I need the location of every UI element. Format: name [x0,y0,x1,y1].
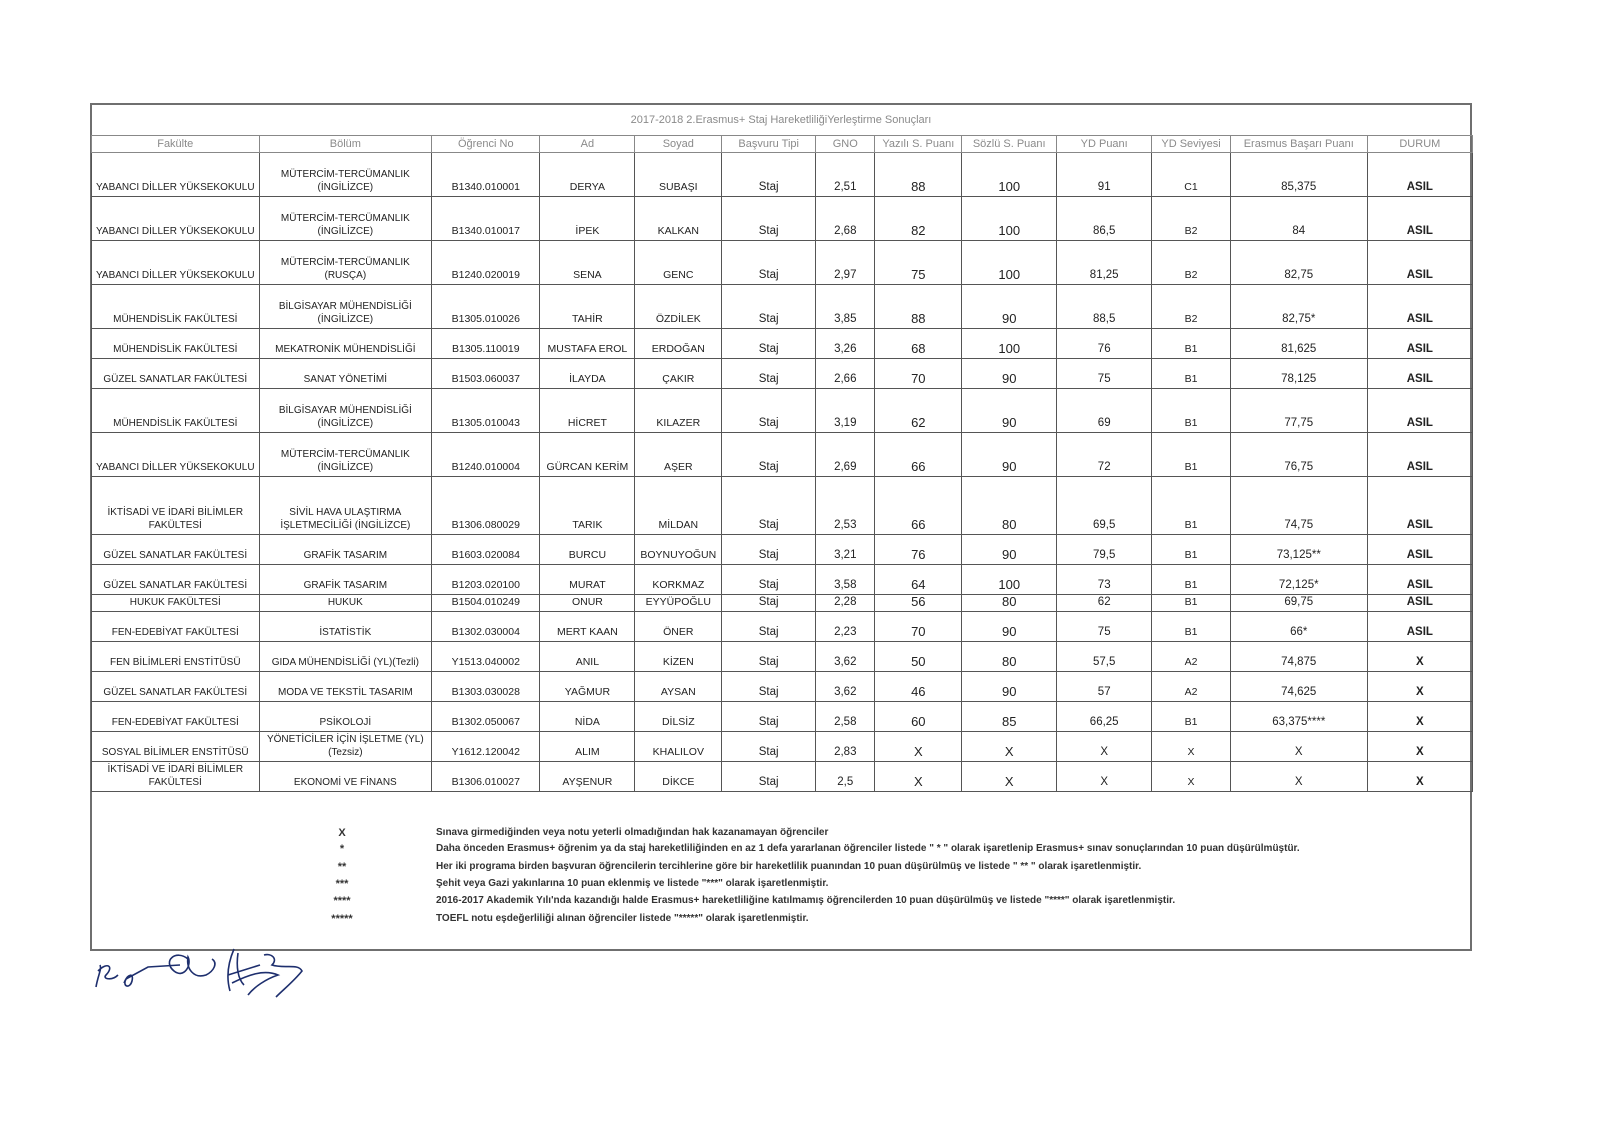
cell-bolum: GRAFİK TASARIM [259,535,432,565]
col-header-yazili: Yazılı S. Puanı [875,136,962,153]
cell-durum: ASIL [1367,433,1472,477]
cell-erasmus-puani: 74,625 [1230,672,1367,702]
legend [92,821,1470,947]
cell-gno: 2,53 [816,477,875,535]
cell-yd-puani: X [1057,732,1152,762]
cell-basvuru-tipi: Staj [722,565,816,595]
cell-sozlu-puan: 90 [962,389,1057,433]
cell-ogrenci-no: B1306.010027 [432,762,540,792]
cell-gno: 3,19 [816,389,875,433]
cell-yazili-puan: 82 [875,197,962,241]
cell-basvuru-tipi: Staj [722,329,816,359]
cell-fakulte: İKTİSADİ VE İDARİ BİLİMLER FAKÜLTESİ [92,762,260,792]
cell-soyad: SUBAŞI [635,153,722,197]
cell-sozlu-puan: X [962,732,1057,762]
cell-fakulte: MÜHENDİSLİK FAKÜLTESİ [92,329,260,359]
cell-ogrenci-no: Y1612.120042 [432,732,540,762]
cell-fakulte: MÜHENDİSLİK FAKÜLTESİ [92,389,260,433]
cell-ad: AYŞENUR [540,762,635,792]
cell-sozlu-puan: 100 [962,197,1057,241]
cell-yd-puani: 88,5 [1057,285,1152,329]
cell-gno: 2,5 [816,762,875,792]
cell-yd-seviyesi: B1 [1152,359,1231,389]
cell-ogrenci-no: Y1513.040002 [432,642,540,672]
legend-symbol: *** [335,878,349,890]
cell-yd-seviyesi: B1 [1152,389,1231,433]
cell-fakulte: İKTİSADİ VE İDARİ BİLİMLER FAKÜLTESİ [92,477,260,535]
results-table [91,135,1473,792]
cell-gno: 2,97 [816,241,875,285]
cell-yd-puani: X [1057,762,1152,792]
cell-ogrenci-no: B1305.110019 [432,329,540,359]
cell-yd-seviyesi: B1 [1152,595,1231,612]
cell-sozlu-puan: 100 [962,153,1057,197]
cell-soyad: DİKCE [635,762,722,792]
cell-gno: 2,69 [816,433,875,477]
table-row [92,565,1473,595]
cell-yazili-puan: X [875,732,962,762]
cell-durum: ASIL [1367,565,1472,595]
cell-soyad: KALKAN [635,197,722,241]
cell-fakulte: HUKUK FAKÜLTESİ [92,595,260,612]
cell-fakulte: GÜZEL SANATLAR FAKÜLTESİ [92,535,260,565]
cell-yazili-puan: 46 [875,672,962,702]
cell-basvuru-tipi: Staj [722,535,816,565]
cell-sozlu-puan: 80 [962,477,1057,535]
table-row [92,642,1473,672]
cell-yd-seviyesi: A2 [1152,672,1231,702]
cell-ad: HİCRET [540,389,635,433]
table-row [92,612,1473,642]
results-sheet [90,103,1472,951]
cell-yd-puani: 79,5 [1057,535,1152,565]
table-header-row [92,136,1473,153]
cell-soyad: KORKMAZ [635,565,722,595]
cell-bolum: HUKUK [259,595,432,612]
cell-soyad: KILAZER [635,389,722,433]
cell-durum: X [1367,702,1472,732]
legend-symbol: * [339,843,345,855]
table-row [92,433,1473,477]
cell-bolum: YÖNETİCİLER İÇİN İŞLETME (YL)(Tezsiz) [259,732,432,762]
cell-bolum: MÜTERCİM-TERCÜMANLIK (RUSÇA) [259,241,432,285]
cell-ad: YAĞMUR [540,672,635,702]
legend-symbol: **** [333,895,351,907]
cell-fakulte: SOSYAL BİLİMLER ENSTİTÜSÜ [92,732,260,762]
col-header-sozlu: Sözlü S. Puanı [962,136,1057,153]
cell-yazili-puan: 62 [875,389,962,433]
cell-ad: İPEK [540,197,635,241]
cell-fakulte: YABANCI DİLLER YÜKSEKOKULU [92,153,260,197]
table-row [92,702,1473,732]
cell-yd-seviyesi: B2 [1152,285,1231,329]
cell-ad: GÜRCAN KERİM [540,433,635,477]
cell-yd-puani: 66,25 [1057,702,1152,732]
cell-ad: TAHİR [540,285,635,329]
cell-erasmus-puani: 69,75 [1230,595,1367,612]
cell-basvuru-tipi: Staj [722,359,816,389]
cell-yd-seviyesi: B1 [1152,329,1231,359]
cell-fakulte: YABANCI DİLLER YÜKSEKOKULU [92,433,260,477]
col-header-yd-seviyesi: YD Seviyesi [1152,136,1231,153]
col-header-ad: Ad [540,136,635,153]
cell-sozlu-puan: 90 [962,612,1057,642]
cell-erasmus-puani: 72,125* [1230,565,1367,595]
cell-fakulte: FEN-EDEBİYAT FAKÜLTESİ [92,612,260,642]
cell-fakulte: FEN BİLİMLERİ ENSTİTÜSÜ [92,642,260,672]
cell-bolum: MÜTERCİM-TERCÜMANLIK (İNGİLİZCE) [259,197,432,241]
cell-ogrenci-no: B1340.010001 [432,153,540,197]
cell-sozlu-puan: 100 [962,241,1057,285]
cell-yd-seviyesi: B1 [1152,433,1231,477]
cell-erasmus-puani: X [1230,762,1367,792]
cell-durum: ASIL [1367,285,1472,329]
cell-basvuru-tipi: Staj [722,197,816,241]
cell-erasmus-puani: 73,125** [1230,535,1367,565]
cell-ogrenci-no: B1504.010249 [432,595,540,612]
legend-text: TOEFL notu eşdeğerliliği alınan öğrenciler listede "*****" olarak işaretlenmiştir. [436,913,809,924]
cell-durum: ASIL [1367,359,1472,389]
col-header-durum: DURUM [1367,136,1472,153]
cell-soyad: ÖNER [635,612,722,642]
cell-yd-puani: 57 [1057,672,1152,702]
cell-sozlu-puan: 100 [962,565,1057,595]
cell-yd-puani: 86,5 [1057,197,1152,241]
cell-ogrenci-no: B1340.010017 [432,197,540,241]
col-header-gno: GNO [816,136,875,153]
cell-gno: 2,58 [816,702,875,732]
cell-ad: ONUR [540,595,635,612]
cell-sozlu-puan: 90 [962,285,1057,329]
cell-ad: MERT KAAN [540,612,635,642]
cell-fakulte: GÜZEL SANATLAR FAKÜLTESİ [92,565,260,595]
legend-text: Daha önceden Erasmus+ öğrenim ya da staj hareketliliğinden en az 1 defa yararlanan öğrenciler listede " * " olarak işaretlenip Erasmus+ sınav sonuçlarından 10 puan düşürülmüştür. [436,843,1300,854]
cell-erasmus-puani: 77,75 [1230,389,1367,433]
cell-yd-puani: 81,25 [1057,241,1152,285]
cell-yazili-puan: 76 [875,535,962,565]
cell-bolum: EKONOMİ VE FİNANS [259,762,432,792]
cell-erasmus-puani: 74,875 [1230,642,1367,672]
cell-ad: MURAT [540,565,635,595]
cell-yazili-puan: 88 [875,153,962,197]
cell-gno: 2,28 [816,595,875,612]
cell-yd-seviyesi: B1 [1152,477,1231,535]
cell-erasmus-puani: 74,75 [1230,477,1367,535]
cell-ogrenci-no: B1305.010043 [432,389,540,433]
cell-bolum: GRAFİK TASARIM [259,565,432,595]
cell-basvuru-tipi: Staj [722,702,816,732]
col-header-basvuru-tipi: Başvuru Tipi [722,136,816,153]
legend-item [92,861,1470,879]
cell-ogrenci-no: B1603.020084 [432,535,540,565]
table-row [92,732,1473,762]
cell-durum: ASIL [1367,595,1472,612]
cell-yazili-puan: 56 [875,595,962,612]
legend-symbol: ***** [331,913,353,925]
col-header-soyad: Soyad [635,136,722,153]
cell-durum: ASIL [1367,241,1472,285]
cell-fakulte: MÜHENDİSLİK FAKÜLTESİ [92,285,260,329]
cell-ad: SENA [540,241,635,285]
cell-ad: İLAYDA [540,359,635,389]
cell-durum: X [1367,642,1472,672]
table-row [92,477,1473,535]
cell-erasmus-puani: 82,75 [1230,241,1367,285]
table-row [92,762,1473,792]
cell-basvuru-tipi: Staj [722,285,816,329]
cell-ogrenci-no: B1240.020019 [432,241,540,285]
cell-fakulte: GÜZEL SANATLAR FAKÜLTESİ [92,359,260,389]
cell-sozlu-puan: 90 [962,433,1057,477]
cell-durum: X [1367,762,1472,792]
cell-ogrenci-no: B1302.050067 [432,702,540,732]
cell-ad: ALIM [540,732,635,762]
cell-basvuru-tipi: Staj [722,672,816,702]
cell-gno: 3,58 [816,565,875,595]
cell-yd-puani: 62 [1057,595,1152,612]
cell-soyad: KİZEN [635,642,722,672]
cell-ogrenci-no: B1503.060037 [432,359,540,389]
cell-basvuru-tipi: Staj [722,612,816,642]
cell-durum: ASIL [1367,329,1472,359]
cell-gno: 3,21 [816,535,875,565]
cell-durum: ASIL [1367,389,1472,433]
cell-yd-seviyesi: B1 [1152,565,1231,595]
cell-gno: 3,62 [816,672,875,702]
cell-yd-puani: 73 [1057,565,1152,595]
cell-yd-seviyesi: B2 [1152,197,1231,241]
cell-yd-seviyesi: B1 [1152,535,1231,565]
table-row [92,359,1473,389]
legend-item [92,913,1470,931]
cell-sozlu-puan: 80 [962,595,1057,612]
cell-soyad: AŞER [635,433,722,477]
cell-durum: ASIL [1367,535,1472,565]
cell-yazili-puan: 68 [875,329,962,359]
table-row [92,153,1473,197]
cell-soyad: ÖZDİLEK [635,285,722,329]
cell-durum: ASIL [1367,197,1472,241]
cell-erasmus-puani: 66* [1230,612,1367,642]
cell-ad: DERYA [540,153,635,197]
cell-bolum: BİLGİSAYAR MÜHENDİSLİĞİ (İNGİLİZCE) [259,285,432,329]
cell-fakulte: FEN-EDEBİYAT FAKÜLTESİ [92,702,260,732]
cell-fakulte: YABANCI DİLLER YÜKSEKOKULU [92,241,260,285]
legend-text: Her iki programa birden başvuran öğrencilerin tercihlerine göre bir hareketlilik puanından 10 puan düşürülmüş ve listede " ** " olarak işaretlenmiştir. [436,861,1142,872]
cell-bolum: MEKATRONİK MÜHENDİSLİĞİ [259,329,432,359]
cell-yd-seviyesi: B1 [1152,612,1231,642]
cell-yd-seviyesi: A2 [1152,642,1231,672]
cell-basvuru-tipi: Staj [722,433,816,477]
cell-yd-puani: 72 [1057,433,1152,477]
cell-yd-seviyesi: C1 [1152,153,1231,197]
cell-sozlu-puan: 90 [962,359,1057,389]
cell-yd-seviyesi: X [1152,732,1231,762]
cell-ad: MUSTAFA EROL [540,329,635,359]
cell-erasmus-puani: 82,75* [1230,285,1367,329]
cell-yazili-puan: 70 [875,612,962,642]
cell-erasmus-puani: 85,375 [1230,153,1367,197]
cell-bolum: İSTATİSTİK [259,612,432,642]
cell-soyad: BOYNUYOĞUN [635,535,722,565]
cell-yazili-puan: 60 [875,702,962,732]
col-header-ogrenci-no: Öğrenci No [432,136,540,153]
cell-yd-puani: 75 [1057,359,1152,389]
table-row [92,197,1473,241]
cell-sozlu-puan: 90 [962,672,1057,702]
table-row [92,535,1473,565]
cell-sozlu-puan: 80 [962,642,1057,672]
table-row [92,672,1473,702]
cell-soyad: AYSAN [635,672,722,702]
cell-durum: X [1367,672,1472,702]
cell-yd-puani: 75 [1057,612,1152,642]
cell-ogrenci-no: B1240.010004 [432,433,540,477]
cell-gno: 3,62 [816,642,875,672]
table-row [92,285,1473,329]
cell-soyad: ÇAKIR [635,359,722,389]
cell-sozlu-puan: X [962,762,1057,792]
legend-symbol: X [338,827,346,839]
cell-bolum: BİLGİSAYAR MÜHENDİSLİĞİ (İNGİLİZCE) [259,389,432,433]
cell-sozlu-puan: 100 [962,329,1057,359]
cell-basvuru-tipi: Staj [722,241,816,285]
cell-soyad: ERDOĞAN [635,329,722,359]
cell-gno: 3,85 [816,285,875,329]
table-row [92,329,1473,359]
cell-basvuru-tipi: Staj [722,153,816,197]
cell-basvuru-tipi: Staj [722,595,816,612]
cell-fakulte: GÜZEL SANATLAR FAKÜLTESİ [92,672,260,702]
table-row [92,595,1473,612]
cell-yd-puani: 57,5 [1057,642,1152,672]
cell-erasmus-puani: 76,75 [1230,433,1367,477]
cell-yd-seviyesi: B1 [1152,702,1231,732]
cell-bolum: MODA VE TEKSTİL TASARIM [259,672,432,702]
cell-erasmus-puani: 78,125 [1230,359,1367,389]
cell-yazili-puan: 70 [875,359,962,389]
table-body [92,153,1473,792]
legend-text: Sınava girmediğinden veya notu yeterli olmadığından hak kazanamayan öğrenciler [436,827,829,838]
cell-yd-seviyesi: B2 [1152,241,1231,285]
legend-symbol: ** [337,861,347,873]
cell-ad: NİDA [540,702,635,732]
table-row [92,241,1473,285]
cell-soyad: MİLDAN [635,477,722,535]
cell-yd-puani: 76 [1057,329,1152,359]
cell-ogrenci-no: B1305.010026 [432,285,540,329]
cell-erasmus-puani: 63,375**** [1230,702,1367,732]
cell-ad: BURCU [540,535,635,565]
cell-yd-puani: 69,5 [1057,477,1152,535]
cell-erasmus-puani: 81,625 [1230,329,1367,359]
cell-soyad: DİLSİZ [635,702,722,732]
cell-yd-puani: 69 [1057,389,1152,433]
cell-yd-seviyesi: X [1152,762,1231,792]
cell-soyad: EYYÜPOĞLU [635,595,722,612]
cell-basvuru-tipi: Staj [722,477,816,535]
cell-durum: ASIL [1367,612,1472,642]
cell-soyad: GENC [635,241,722,285]
col-header-fakulte: Fakülte [92,136,260,153]
cell-yazili-puan: 66 [875,477,962,535]
legend-item [92,843,1470,861]
cell-durum: ASIL [1367,477,1472,535]
cell-gno: 2,83 [816,732,875,762]
legend-item [92,895,1470,913]
cell-gno: 2,68 [816,197,875,241]
cell-sozlu-puan: 90 [962,535,1057,565]
legend-text: 2016-2017 Akademik Yılı'nda kazandığı halde Erasmus+ hareketliliğine katılmamış öğrencilerden 10 puan düşürülmüş ve listede "****" olarak işaretlenmiştir. [436,895,1176,906]
cell-basvuru-tipi: Staj [722,732,816,762]
cell-bolum: MÜTERCİM-TERCÜMANLIK (İNGİLİZCE) [259,153,432,197]
cell-basvuru-tipi: Staj [722,762,816,792]
cell-ogrenci-no: B1306.080029 [432,477,540,535]
cell-yazili-puan: 75 [875,241,962,285]
cell-soyad: KHALILOV [635,732,722,762]
col-header-bolum: Bölüm [259,136,432,153]
cell-durum: X [1367,732,1472,762]
legend-item [92,878,1470,896]
cell-gno: 2,51 [816,153,875,197]
cell-basvuru-tipi: Staj [722,389,816,433]
col-header-yd-puani: YD Puanı [1057,136,1152,153]
cell-erasmus-puani: 84 [1230,197,1367,241]
cell-bolum: GIDA MÜHENDİSLİĞİ (YL)(Tezli) [259,642,432,672]
cell-basvuru-tipi: Staj [722,642,816,672]
cell-sozlu-puan: 85 [962,702,1057,732]
cell-bolum: MÜTERCİM-TERCÜMANLIK (İNGİLİZCE) [259,433,432,477]
cell-durum: ASIL [1367,153,1472,197]
legend-text: Şehit veya Gazi yakınlarına 10 puan eklenmiş ve listede "***" olarak işaretlenmiştir. [436,878,829,889]
cell-gno: 3,26 [816,329,875,359]
cell-fakulte: YABANCI DİLLER YÜKSEKOKULU [92,197,260,241]
cell-bolum: PSİKOLOJİ [259,702,432,732]
cell-bolum: SANAT YÖNETİMİ [259,359,432,389]
cell-yazili-puan: 66 [875,433,962,477]
cell-yazili-puan: X [875,762,962,792]
table-row [92,389,1473,433]
cell-erasmus-puani: X [1230,732,1367,762]
cell-ad: ANIL [540,642,635,672]
cell-ogrenci-no: B1302.030004 [432,612,540,642]
cell-ogrenci-no: B1203.020100 [432,565,540,595]
cell-yd-puani: 91 [1057,153,1152,197]
cell-yazili-puan: 50 [875,642,962,672]
cell-gno: 2,66 [816,359,875,389]
cell-yazili-puan: 64 [875,565,962,595]
cell-gno: 2,23 [816,612,875,642]
cell-bolum: SİVİL HAVA ULAŞTIRMA İŞLETMECİLİĞİ (İNGİLİZCE) [259,477,432,535]
cell-ogrenci-no: B1303.030028 [432,672,540,702]
page-title: 2017-2018 2.Erasmus+ Staj HareketliliğiYerleştirme Sonuçları [630,114,932,126]
cell-yazili-puan: 88 [875,285,962,329]
col-header-erasmus-puani: Erasmus Başarı Puanı [1230,136,1367,153]
signature-drawing [88,945,328,1005]
cell-ad: TARIK [540,477,635,535]
